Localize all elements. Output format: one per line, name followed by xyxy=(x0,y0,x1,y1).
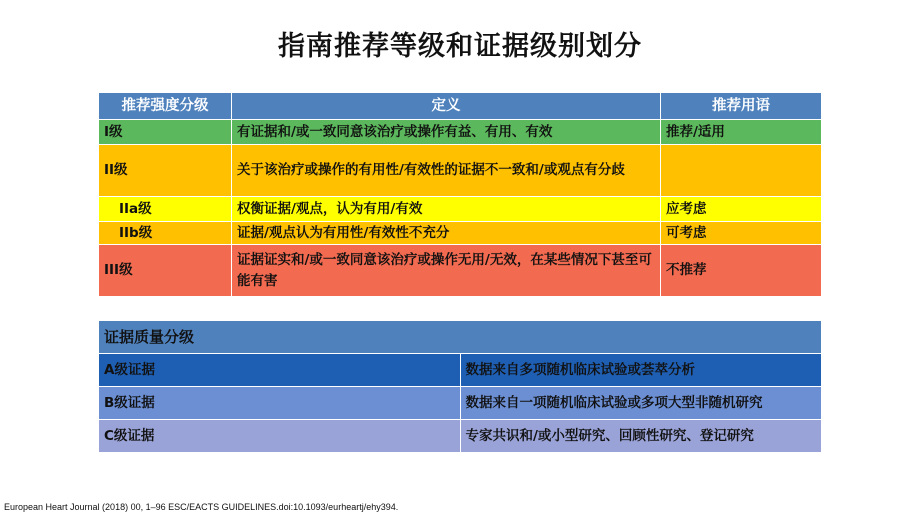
evidence-description-cell: 专家共识和/或小型研究、回顾性研究、登记研究 xyxy=(460,420,822,453)
evidence-header: 证据质量分级 xyxy=(99,321,822,354)
level-cell: II级 xyxy=(99,145,232,197)
wording-cell: 推荐/适用 xyxy=(661,120,822,145)
definition-cell: 有证据和/或一致同意该治疗或操作有益、有用、有效 xyxy=(232,120,661,145)
evidence-table xyxy=(98,320,822,453)
citation: European Heart Journal (2018) 00, 1–96 ESC/EACTS GUIDELINES.doi:10.1093/eurheartj/ehy394. xyxy=(4,502,399,512)
recommendation-header-row xyxy=(99,93,822,120)
definition-cell: 关于该治疗或操作的有用性/有效性的证据不一致和/或观点有分歧 xyxy=(232,145,661,197)
evidence-header-row xyxy=(99,321,822,354)
wording-cell xyxy=(661,145,822,197)
header-level: 推荐强度分级 xyxy=(99,93,232,120)
recommendation-row-I xyxy=(99,120,822,145)
header-definition: 定义 xyxy=(232,93,661,120)
recommendation-table xyxy=(98,92,822,297)
evidence-level-cell: B级证据 xyxy=(99,387,461,420)
evidence-row-A xyxy=(99,354,822,387)
recommendation-row-IIb xyxy=(99,222,822,245)
level-cell: IIa级 xyxy=(99,197,232,222)
evidence-description-cell: 数据来自一项随机临床试验或多项大型非随机研究 xyxy=(460,387,822,420)
level-cell: I级 xyxy=(99,120,232,145)
recommendation-row-II xyxy=(99,145,822,197)
evidence-level-cell: C级证据 xyxy=(99,420,461,453)
recommendation-row-III xyxy=(99,245,822,297)
wording-cell: 应考虑 xyxy=(661,197,822,222)
recommendation-row-IIa xyxy=(99,197,822,222)
evidence-level-cell: A级证据 xyxy=(99,354,461,387)
level-cell: IIb级 xyxy=(99,222,232,245)
definition-cell: 权衡证据/观点，认为有用/有效 xyxy=(232,197,661,222)
definition-cell: 证据/观点认为有用性/有效性不充分 xyxy=(232,222,661,245)
wording-cell: 可考虑 xyxy=(661,222,822,245)
wording-cell: 不推荐 xyxy=(661,245,822,297)
header-wording: 推荐用语 xyxy=(661,93,822,120)
evidence-row-C xyxy=(99,420,822,453)
definition-cell: 证据证实和/或一致同意该治疗或操作无用/无效，在某些情况下甚至可能有害 xyxy=(232,245,661,297)
evidence-description-cell: 数据来自多项随机临床试验或荟萃分析 xyxy=(460,354,822,387)
page-title: 指南推荐等级和证据级别划分 xyxy=(278,31,642,62)
evidence-row-B xyxy=(99,387,822,420)
level-cell: III级 xyxy=(99,245,232,297)
